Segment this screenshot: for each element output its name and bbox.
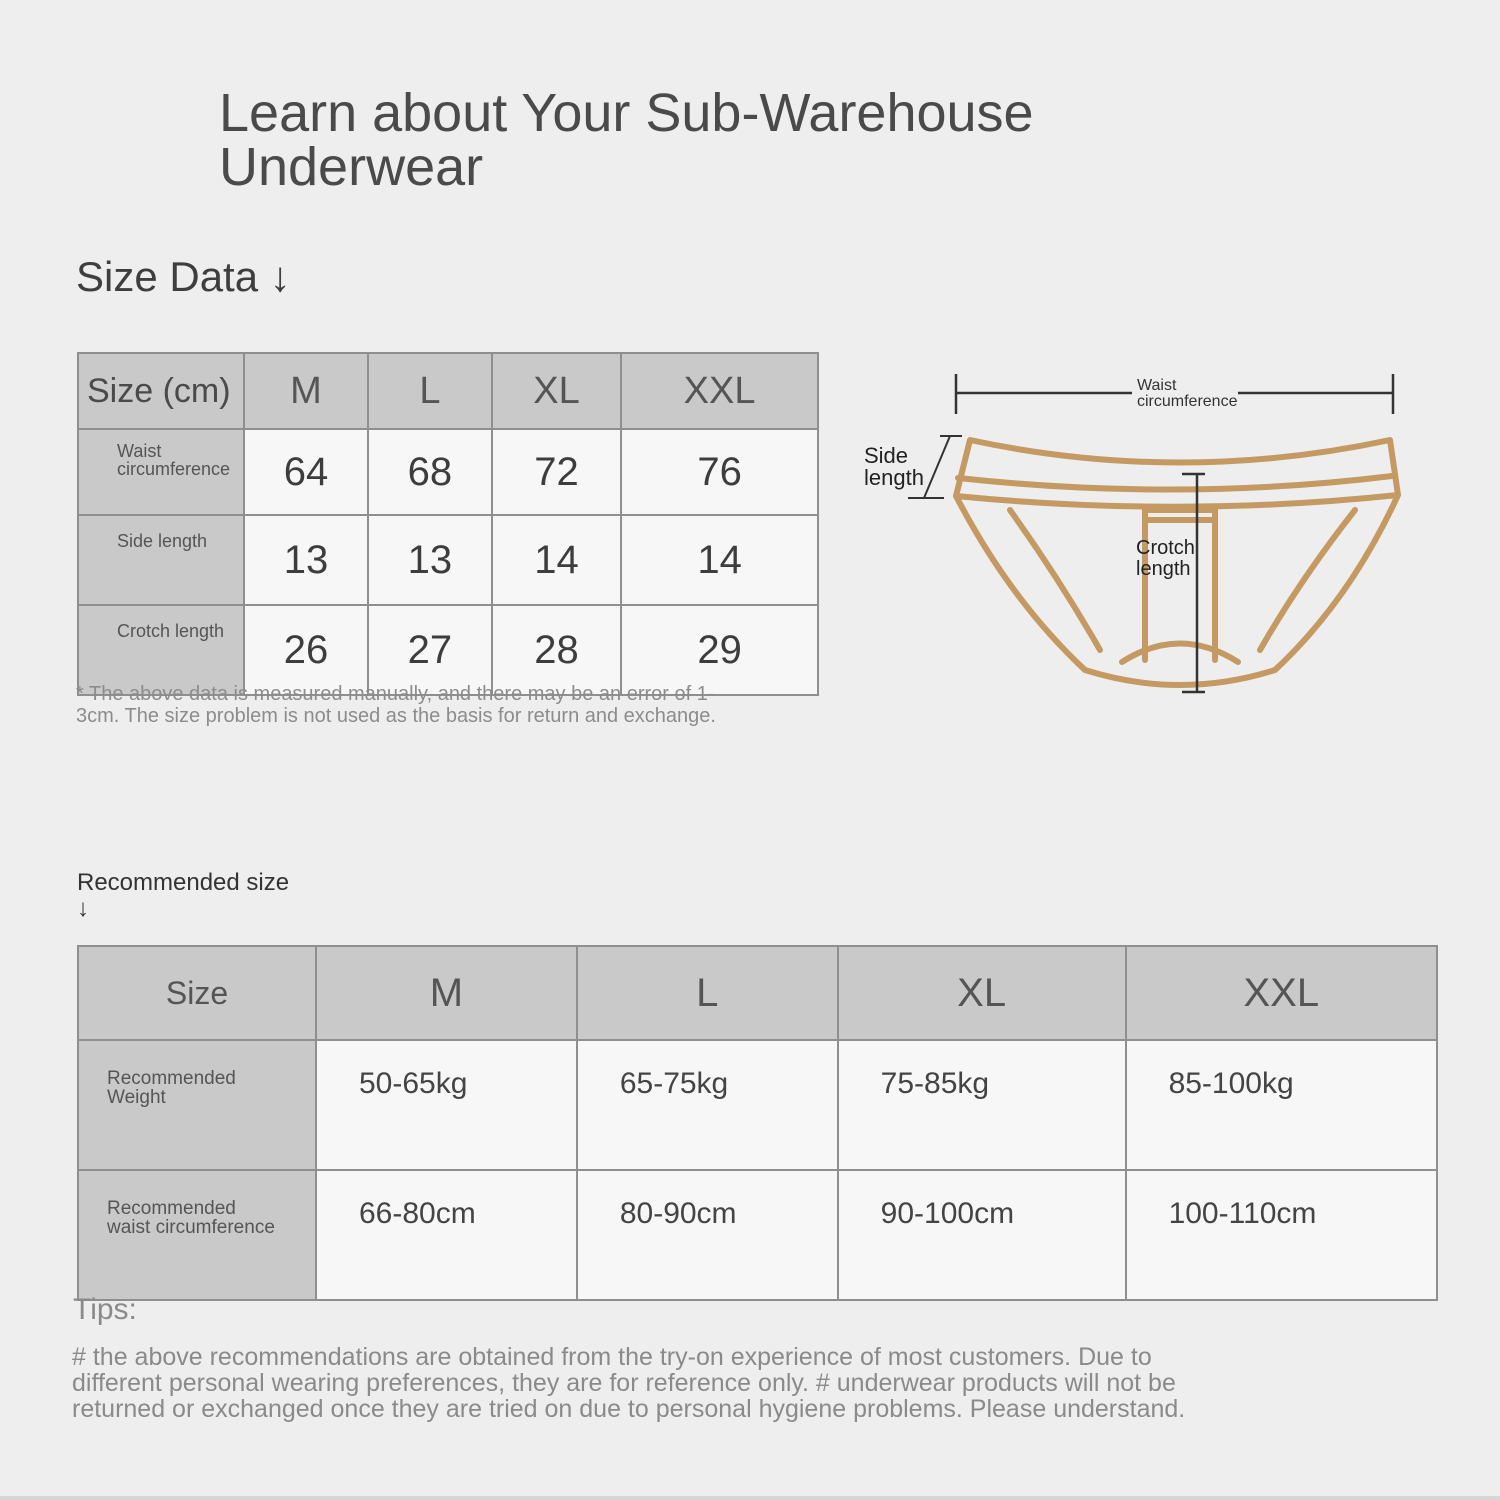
page-title-line-1: Learn about Your Sub-Warehouse [219, 83, 1034, 143]
underwear-outline-illustration [860, 360, 1420, 710]
row-label-line: circumference [117, 459, 231, 479]
row-label-line: Recommended [107, 1068, 236, 1089]
table-row [78, 1040, 1437, 1170]
table-cell: 14 [621, 515, 818, 605]
row-label-line: Recommended [107, 1198, 236, 1219]
label-line: circumference [1137, 393, 1238, 410]
size-table-header-xl: XL [492, 353, 621, 429]
rec-table-header-row [78, 946, 1437, 1040]
table-cell: 13 [244, 515, 368, 605]
page-title-line-2: Underwear [219, 137, 484, 197]
measurement-note [76, 683, 796, 727]
side-length-label [864, 445, 924, 489]
table-cell: 29 [621, 605, 818, 695]
size-table-header-size: Size (cm) [78, 353, 244, 429]
tips-line-2: different personal wearing preferences, they are for reference only. # underwear products will not be [72, 1369, 1176, 1397]
table-cell: 85-100kg [1126, 1040, 1437, 1170]
row-label-side-length: Side length [78, 515, 244, 605]
label-line: length [864, 465, 924, 490]
page-title [219, 83, 1119, 197]
table-cell: 26 [244, 605, 368, 695]
table-cell: 65-75kg [577, 1040, 838, 1170]
size-table-header-m: M [244, 353, 368, 429]
crotch-length-label [1136, 538, 1195, 580]
table-cell: 68 [368, 429, 492, 515]
tips-line-3: returned or exchanged once they are tried on due to personal hygiene problems. Please understand. [72, 1395, 1186, 1423]
rec-table-header-xxl: XXL [1126, 946, 1437, 1040]
size-table-header-row [78, 353, 818, 429]
table-row [78, 1170, 1437, 1300]
table-row [78, 515, 818, 605]
label-line: Side [864, 443, 909, 468]
tips-text [72, 1344, 1272, 1422]
size-data-heading: Size Data ↓ [76, 253, 291, 300]
table-cell: 76 [621, 429, 818, 515]
rec-table-header-l: L [577, 946, 838, 1040]
table-cell: 50-65kg [316, 1040, 577, 1170]
row-label-recommended-weight [78, 1040, 316, 1170]
note-line-1: * The above data is measured manually, and there may be an error of 1- [76, 683, 715, 705]
table-row [78, 429, 818, 515]
bottom-divider [0, 1496, 1500, 1500]
tips-line-1: # the above recommendations are obtained from the try-on experience of most customers. Due to [72, 1343, 1152, 1371]
row-label-line: Weight [107, 1087, 166, 1108]
table-cell: 27 [368, 605, 492, 695]
waist-circumference-label [1137, 378, 1237, 410]
tips-heading: Tips: [73, 1293, 137, 1326]
size-table-header-xxl: XXL [621, 353, 818, 429]
table-cell: 72 [492, 429, 621, 515]
table-cell: 66-80cm [316, 1170, 577, 1300]
table-cell: 14 [492, 515, 621, 605]
row-label-waist [78, 429, 244, 515]
label-line: Waist [1137, 377, 1177, 394]
table-cell: 13 [368, 515, 492, 605]
table-cell: 28 [492, 605, 621, 695]
size-data-table [77, 352, 819, 696]
table-cell: 90-100cm [838, 1170, 1126, 1300]
label-line: length [1136, 558, 1191, 580]
recommended-size-table [77, 945, 1438, 1301]
label-line: Crotch [1136, 537, 1195, 559]
note-line-2: 3cm. The size problem is not used as the basis for return and exchange. [76, 705, 716, 727]
table-cell: 75-85kg [838, 1040, 1126, 1170]
table-cell: 80-90cm [577, 1170, 838, 1300]
rec-table-header-size: Size [78, 946, 316, 1040]
row-label-line: waist circumference [107, 1217, 275, 1238]
row-label-recommended-waist [78, 1170, 316, 1300]
table-cell: 64 [244, 429, 368, 515]
row-label-line: Waist [117, 441, 162, 461]
row-label-crotch-length: Crotch length [78, 605, 244, 695]
recommended-heading-line-2: ↓ [77, 895, 89, 922]
table-row [78, 605, 818, 695]
recommended-size-heading [77, 870, 289, 922]
size-table-header-l: L [368, 353, 492, 429]
recommended-heading-line-1: Recommended size [77, 869, 290, 896]
table-cell: 100-110cm [1126, 1170, 1437, 1300]
rec-table-header-xl: XL [838, 946, 1126, 1040]
rec-table-header-m: M [316, 946, 577, 1040]
underwear-measurement-diagram [860, 360, 1420, 710]
